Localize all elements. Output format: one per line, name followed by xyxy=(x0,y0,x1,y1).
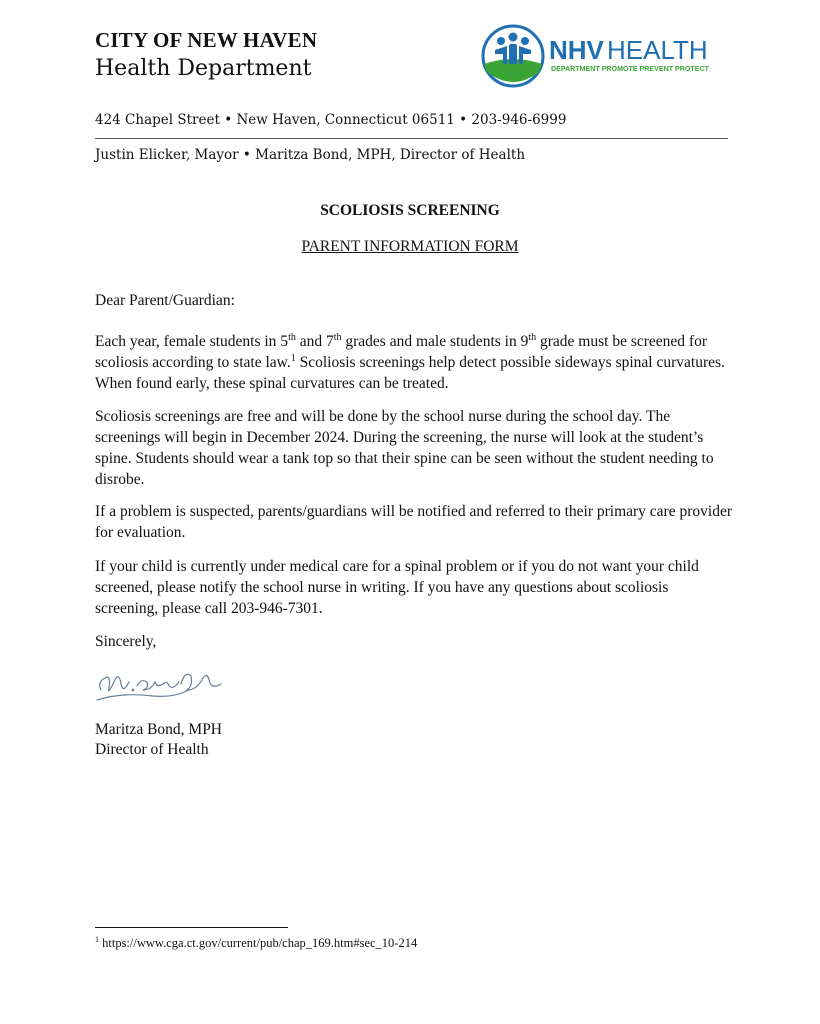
department-name: Health Department xyxy=(95,56,312,81)
officials-line: Justin Elicker, Mayor • Maritza Bond, MPH, Director of Health xyxy=(95,147,526,163)
closing: Sincerely, xyxy=(95,633,157,650)
paragraph-1: Each year, female students in 5th and 7th grades and male students in 9th grade must be screened for scoliosis according to state law.$^1$ Scoliosis screenings help detect possible sideways spinal curvatures. When found early, these spinal curvatures can be treated. xyxy=(95,331,725,392)
footnote: $^1$ https://www.cga.ct.gov/current/pub/chap_169.htm#sec_10-214 xyxy=(95,934,418,950)
salutation: Dear Parent/Guardian: xyxy=(95,292,235,309)
logo-brand-light: HEALTH xyxy=(607,35,708,65)
logo-brand-bold: NHV xyxy=(549,35,604,65)
header-divider xyxy=(95,138,728,139)
family-globe-icon xyxy=(483,26,543,86)
signer-title: Director of Health xyxy=(95,741,209,758)
footnote-ref: 1 xyxy=(290,352,296,364)
footnote-link[interactable]: https://www.cga.ct.gov/current/pub/chap_169.htm#sec_10-214 xyxy=(99,936,418,950)
paragraph-2: Scoliosis screenings are free and will be done by the school nurse during the school day. The screenings will begin in December 2024. During the screening, the nurse will look at the student’s spine. Students should wear a tank top so that their spine can be seen without the student needing to disrobe. xyxy=(95,408,714,488)
nhv-health-logo xyxy=(481,24,733,88)
document-title: SCOLIOSIS SCREENING xyxy=(320,202,500,219)
address-line: 424 Chapel Street • New Haven, Connecticut 06511 • 203-946-6999 xyxy=(95,112,567,128)
paragraph-3: If a problem is suspected, parents/guardians will be notified and referred to their primary care provider for evaluation. xyxy=(95,503,732,541)
city-name: CITY OF NEW HAVEN xyxy=(95,28,318,52)
footnote-divider xyxy=(95,927,288,928)
signature-icon xyxy=(93,660,228,710)
document-subtitle: PARENT INFORMATION FORM xyxy=(301,238,519,255)
paragraph-4: If your child is currently under medical care for a spinal problem or if you do not want your child screened, please notify the school nurse in writing. If you have any questions about scoliosis screening, please call 203-946-7301. xyxy=(95,558,699,617)
signer-name: Maritza Bond, MPH xyxy=(95,721,223,738)
logo-tagline: DEPARTMENT PROMOTE PREVENT PROTECT xyxy=(551,65,709,73)
